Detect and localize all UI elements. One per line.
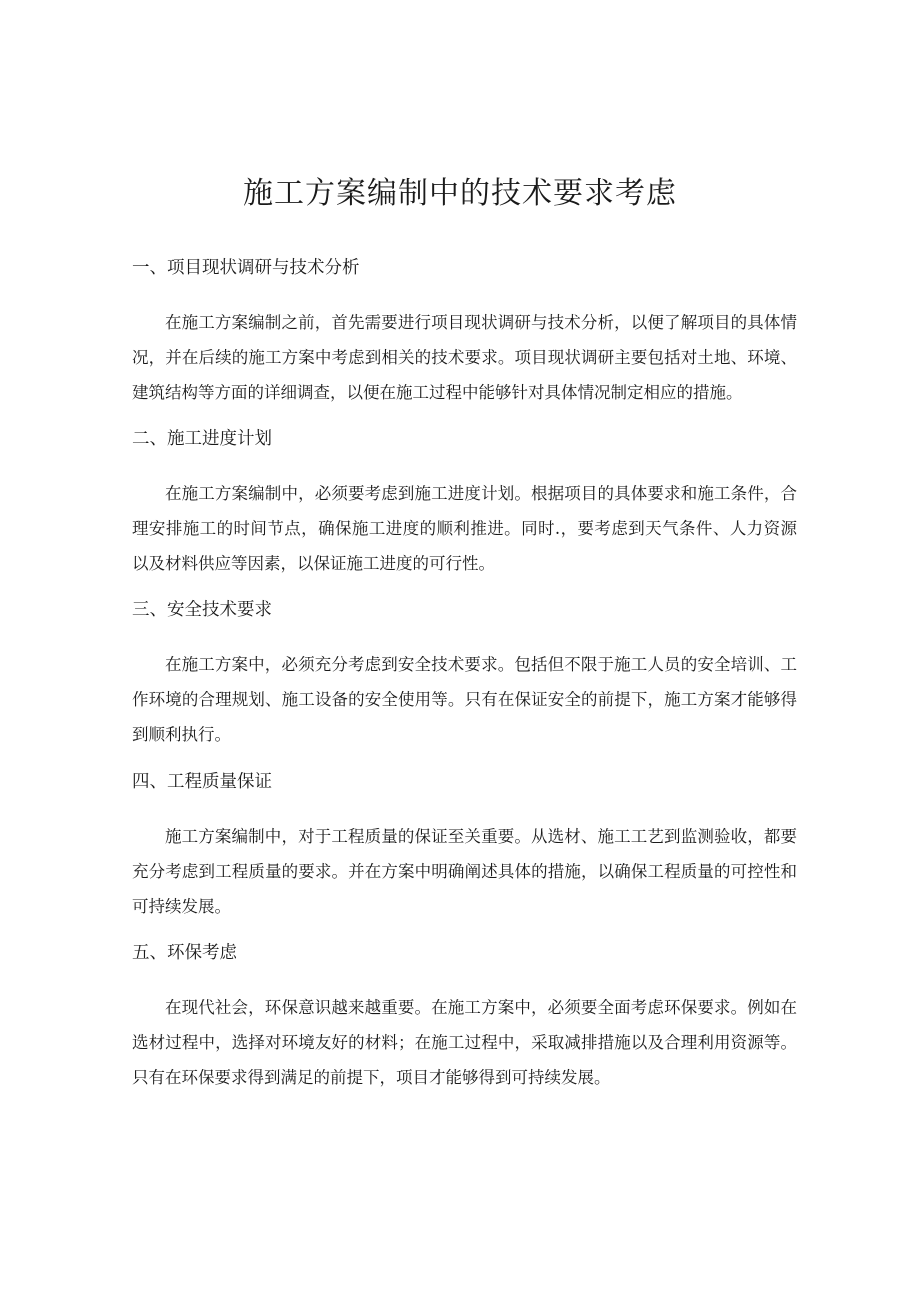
document-title: 施工方案编制中的技术要求考虑 bbox=[243, 176, 677, 211]
section-paragraph: 在施工方案中，必须充分考虑到安全技术要求。包括但不限于施工人员的安全培训、工作环境的合理规划、施工设备的安全使用等。只有在保证安全的前提下，施工方案才能够得到顺利执行。 bbox=[132, 655, 797, 744]
section-paragraph: 施工方案编制中，对于工程质量的保证至关重要。从选材、施工工艺到监测验收，都要充分考虑到工程质量的要求。并在方案中明确阐述具体的措施，以确保工程质量的可控性和可持续发展。 bbox=[132, 827, 797, 916]
section-paragraph: 在现代社会，环保意识越来越重要。在施工方案中，必须要全面考虑环保要求。例如在选材过程中，选择对环境友好的材料；在施工过程中，采取减排措施以及合理利用资源等。只有在环保要求得到满足的前提下，项目才能够得到可持续发展。 bbox=[132, 998, 797, 1087]
section-project-survey bbox=[132, 255, 797, 410]
section-heading: 三、安全技术要求 bbox=[132, 600, 272, 620]
section-quality bbox=[132, 769, 797, 924]
section-environment bbox=[132, 940, 797, 1095]
section-heading: 二、施工进度计划 bbox=[132, 429, 272, 449]
section-paragraph: 在施工方案编制之前，首先需要进行项目现状调研与技术分析，以便了解项目的具体情况，并在后续的施工方案中考虑到相关的技术要求。项目现状调研主要包括对土地、环境、建筑结构等方面的详细调查，以便在施工过程中能够针对具体情况制定相应的措施。 bbox=[132, 313, 797, 402]
section-paragraph: 在施工方案编制中，必须要考虑到施工进度计划。根据项目的具体要求和施工条件，合理安排施工的时间节点，确保施工进度的顺利推进。同时.，要考虑到天气条件、人力资源以及材料供应等因素，以保证施工进度的可行性。 bbox=[132, 484, 797, 573]
section-safety bbox=[132, 597, 797, 752]
section-heading: 四、工程质量保证 bbox=[132, 772, 272, 792]
section-schedule bbox=[132, 426, 797, 581]
section-heading: 五、环保考虑 bbox=[132, 943, 237, 963]
section-heading: 一、项目现状调研与技术分析 bbox=[132, 258, 360, 278]
